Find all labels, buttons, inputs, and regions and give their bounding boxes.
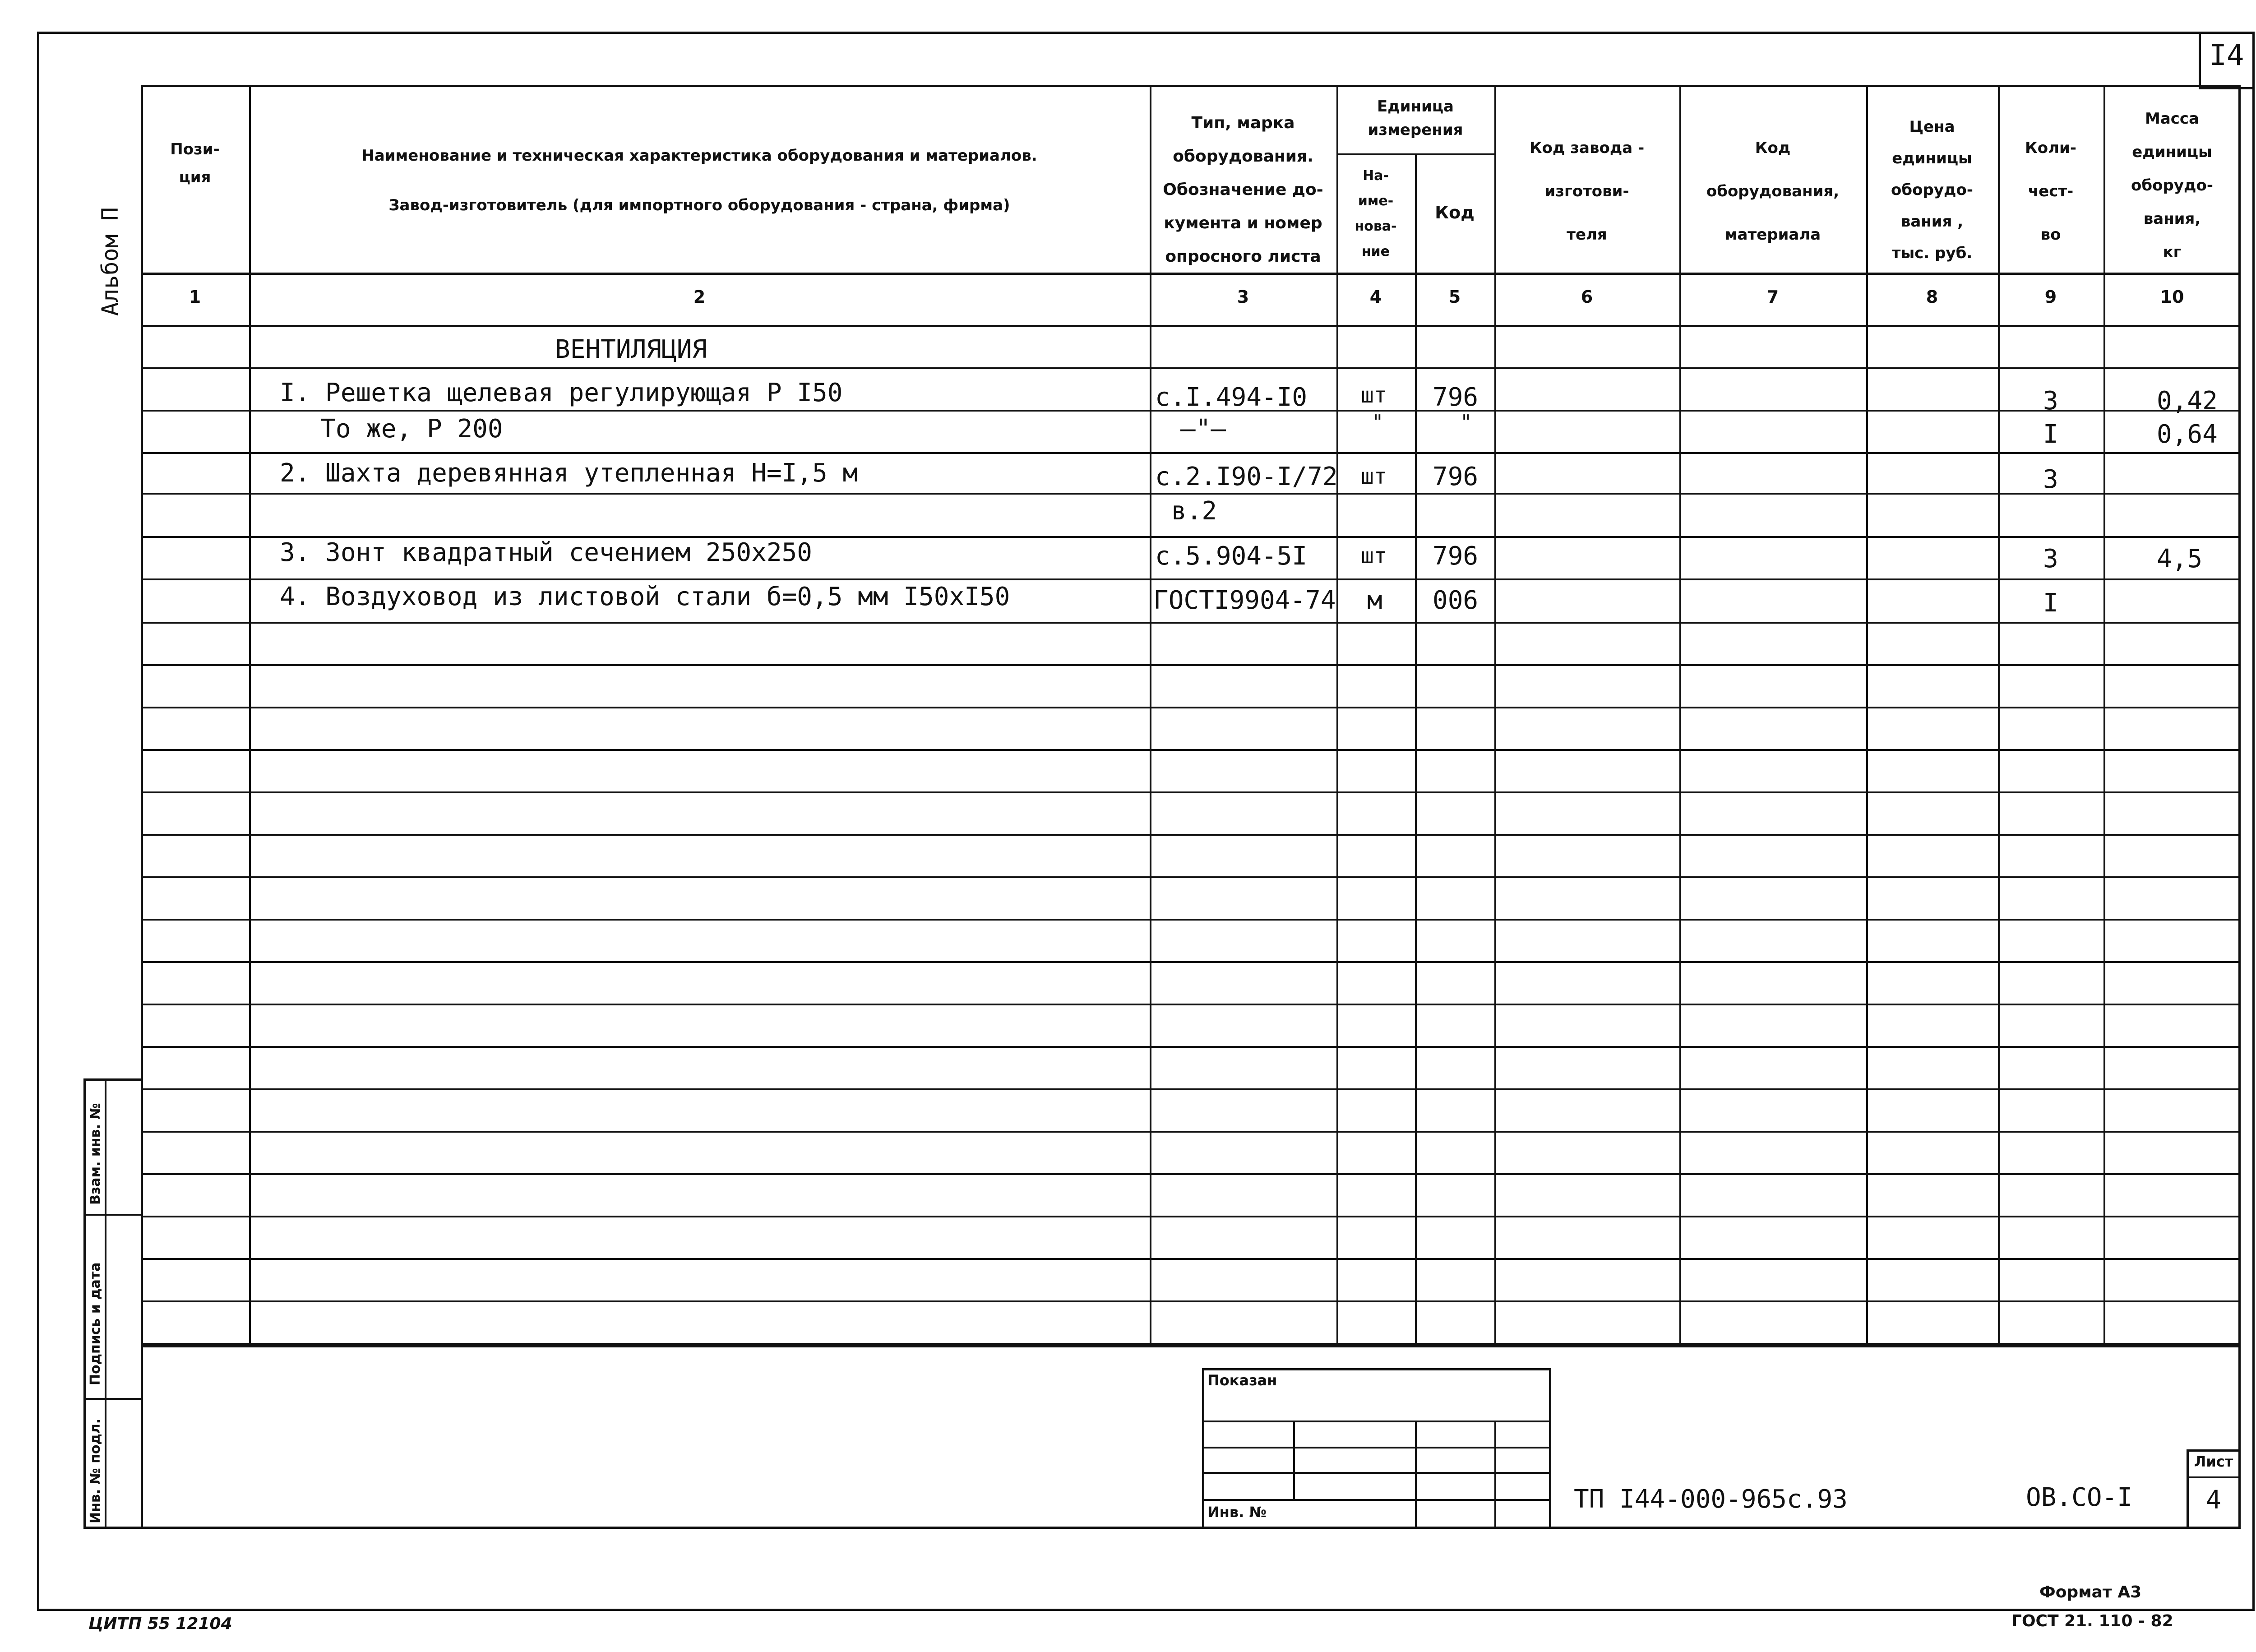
colnum-9: 9 <box>2044 287 2057 307</box>
row-line <box>141 834 2241 836</box>
header-col6: Код завода - изготови- теля <box>1529 139 1645 244</box>
row-5-name: 3. Зонт квадратный сечением 250х250 <box>280 538 813 567</box>
colnum-4: 4 <box>1369 287 1382 307</box>
row-line <box>141 1300 2241 1302</box>
sheet-number: 4 <box>2206 1485 2221 1515</box>
shown-vline-1 <box>1293 1421 1295 1499</box>
shown-line-2 <box>1202 1447 1551 1448</box>
designation: ТП I44-000-965с.93 <box>1574 1485 1848 1514</box>
sheet-number-line <box>2187 1476 2241 1478</box>
album-label: Альбом П <box>97 207 123 316</box>
header-col9: Коли- чест- во <box>2025 139 2076 244</box>
row-line <box>141 452 2241 454</box>
row-line <box>141 707 2241 708</box>
row-line <box>141 919 2241 921</box>
row-1-mass: 0,42 <box>2157 386 2218 416</box>
header-col1: Пози- ция <box>170 140 220 186</box>
row-line <box>141 622 2241 624</box>
colnum-7: 7 <box>1766 287 1779 307</box>
side-stamp-line-1 <box>83 1214 143 1216</box>
header-col5: Код <box>1435 203 1475 222</box>
row-2-mass: 0,64 <box>2157 420 2218 449</box>
footer-format: Формат А3 <box>2039 1583 2142 1601</box>
side-stamp-line-2 <box>83 1398 143 1400</box>
numbers-bottom-line <box>141 325 2241 327</box>
shown-line-3 <box>1202 1472 1551 1474</box>
row-6-unit: м <box>1367 586 1382 615</box>
header-col10: Масса единицы оборудо- вания, кг <box>2131 110 2213 261</box>
row-6-name: 4. Воздуховод из листовой стали б=0,5 мм I50хI50 <box>280 582 1010 611</box>
row-2-qty: I <box>2043 420 2058 449</box>
row-line <box>141 367 2241 369</box>
row-5-unit: шт <box>1361 543 1387 569</box>
row-5-code: 796 <box>1433 541 1479 571</box>
row-1-name: I. Решетка щелевая регулирующая Р I50 <box>280 378 843 407</box>
colnum-10: 10 <box>2160 287 2184 307</box>
shown-vline-2 <box>1415 1421 1417 1529</box>
row-2-name: То же, Р 200 <box>320 414 503 444</box>
doc-code: ОВ.СО-I <box>2026 1483 2133 1512</box>
colnum-5: 5 <box>1448 287 1461 307</box>
row-3-qty: 3 <box>2043 465 2058 494</box>
shown-vline-3 <box>1494 1421 1496 1529</box>
shown-line-1 <box>1202 1421 1551 1422</box>
row-line <box>141 1216 2241 1217</box>
row-6-code: 006 <box>1433 586 1479 615</box>
shown-line-4 <box>1202 1499 1551 1501</box>
row-5-qty: 3 <box>2043 544 2058 574</box>
row-1-unit: шт <box>1361 383 1387 408</box>
row-line <box>141 876 2241 878</box>
row-2-doc: –"– <box>1180 414 1226 444</box>
row-2-code: " <box>1460 411 1472 434</box>
row-line <box>141 1046 2241 1048</box>
colnum-1: 1 <box>189 287 201 307</box>
unit-subheader-line <box>1336 153 1494 155</box>
row-3-unit: шт <box>1361 464 1387 489</box>
header-col45-top: Единица измерения <box>1368 97 1463 139</box>
row-5-doc: с.5.904-5I <box>1155 541 1308 571</box>
row-1-qty: 3 <box>2043 386 2058 416</box>
colnum-2: 2 <box>693 287 706 307</box>
side-stamp-divider <box>105 1078 106 1529</box>
row-1-code: 796 <box>1433 383 1479 412</box>
colnum-6: 6 <box>1581 287 1593 307</box>
row-section-title: ВЕНТИЛЯЦИЯ <box>555 335 707 364</box>
footer-gost: ГОСТ 21. 110 - 82 <box>2011 1612 2173 1630</box>
row-4-doc: в.2 <box>1171 496 1217 526</box>
row-1-doc: с.I.494-I0 <box>1155 383 1308 412</box>
row-line <box>141 961 2241 963</box>
row-line <box>141 578 2241 580</box>
row-line <box>141 493 2241 495</box>
row-3-name: 2. Шахта деревянная утепленная Н=I,5 м <box>280 458 858 488</box>
header-col8: Цена единицы оборудо- вания , тыс. руб. <box>1891 118 1973 262</box>
row-line <box>141 791 2241 793</box>
colnum-3: 3 <box>1237 287 1249 307</box>
row-line <box>141 1088 2241 1090</box>
side-stamp-replace-inv: Взам. инв. № <box>88 1103 103 1205</box>
inv-label: Инв. № <box>1207 1504 1267 1521</box>
header-col3: Тип, марка оборудования. Обозначение до- кумента и номер опросного листа <box>1163 114 1323 266</box>
row-line <box>141 749 2241 751</box>
row-line <box>141 1004 2241 1005</box>
row-2-unit: " <box>1372 411 1384 434</box>
row-line <box>141 664 2241 666</box>
row-3-doc: с.2.I90-I/72 <box>1155 462 1338 491</box>
sheet-label: Лист <box>2194 1453 2233 1470</box>
header-col4: На- име- нова- ние <box>1355 168 1397 259</box>
header-col7: Код оборудования, материала <box>1706 139 1840 244</box>
row-6-qty: I <box>2043 588 2058 618</box>
side-stamp-original-inv: Инв. № подл. <box>88 1418 103 1523</box>
row-5-mass: 4,5 <box>2157 544 2203 574</box>
table-bottom-line <box>141 1345 2241 1347</box>
footer-citp: ЦИТП 55 12104 <box>88 1615 232 1633</box>
row-3-code: 796 <box>1433 462 1479 491</box>
corner-number: I4 <box>2209 39 2244 72</box>
row-line <box>141 1131 2241 1133</box>
shown-label: Показан <box>1207 1372 1277 1389</box>
row-line <box>141 1173 2241 1175</box>
colnum-8: 8 <box>1926 287 1938 307</box>
header-col2: Наименование и техническая характеристика оборудования и материалов. Завод-изготовитель (для импортного оборудования - страна, фирма) <box>361 147 1037 214</box>
row-6-doc: ГОСТI9904-74 <box>1153 586 1336 615</box>
row-line <box>141 1258 2241 1260</box>
side-stamp-signature-date: Подпись и дата <box>88 1262 103 1385</box>
